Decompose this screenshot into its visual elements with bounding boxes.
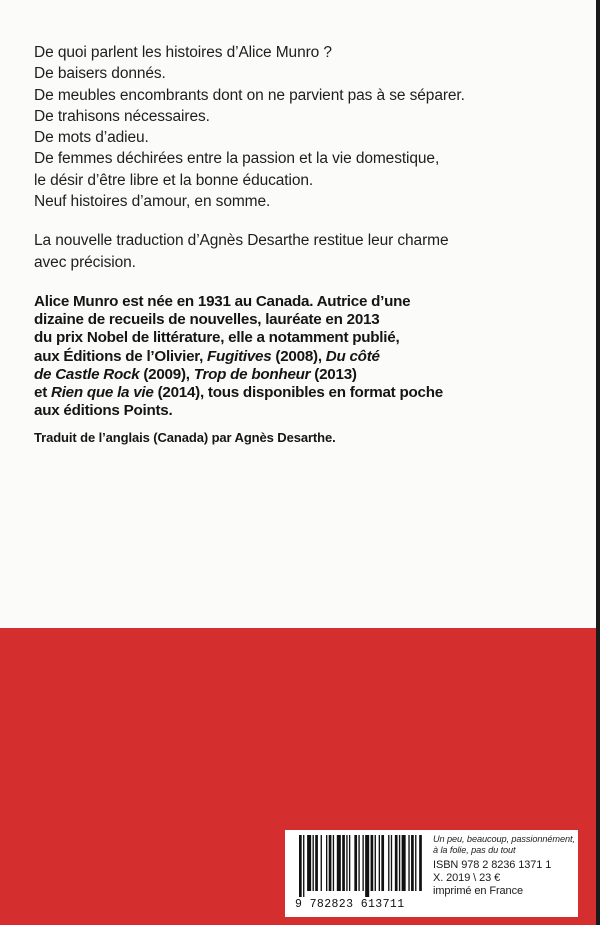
barcode-bar — [365, 835, 369, 897]
bio-line — [34, 348, 574, 366]
barcode-bar — [333, 835, 334, 891]
book-title-castle-rock: de Castle Rock — [34, 365, 140, 383]
barcode-bar — [354, 835, 357, 891]
barcode-bar — [388, 835, 389, 891]
barcode-bar — [419, 835, 422, 891]
book-title-fugitives: Fugitives — [207, 347, 272, 365]
red-band — [0, 628, 596, 925]
barcode-bar — [375, 835, 376, 891]
bio-line: dizaine de recueils de nouvelles, lauréate en 2013 — [34, 311, 380, 329]
book-title-trop-de-bonheur: Trop de bonheur — [193, 365, 311, 383]
barcode-bar — [379, 835, 380, 891]
barcode-bar — [337, 835, 341, 891]
cover-edge — [596, 0, 600, 925]
bio-line: Alice Munro est née en 1931 au Canada. Autrice d’une — [34, 292, 411, 310]
bio-line: aux éditions Points. — [34, 402, 173, 420]
barcode-bar — [391, 835, 392, 891]
barcode-bar — [402, 835, 406, 891]
barcode-panel — [285, 830, 578, 917]
blurb-line: le désir d’être libre et la bonne éducation. — [34, 171, 314, 189]
author-bio — [34, 293, 574, 420]
barcode-bar — [313, 835, 314, 891]
barcode-bar — [326, 835, 327, 891]
barcode-digits: 9 782823 613711 — [295, 898, 405, 911]
bio-line: du prix Nobel de littérature, elle a notamment publié, — [34, 329, 400, 347]
blurb — [34, 42, 574, 212]
barcode-bar — [307, 835, 311, 891]
barcode-bar — [371, 835, 374, 891]
bio-line — [34, 384, 574, 402]
barcode-bar — [299, 835, 302, 897]
barcode-bar — [315, 835, 318, 891]
barcode-bar — [362, 835, 363, 891]
barcode-bar — [408, 835, 409, 891]
barcode-bar — [321, 835, 322, 891]
barcode-bar — [411, 835, 414, 891]
blurb-line: De meubles encombrants dont on ne parvient pas à se séparer. — [34, 86, 465, 104]
bio-text: aux Éditions de l’Olivier, — [34, 347, 208, 365]
blurb-line: De baisers donnés. — [34, 65, 166, 83]
translation-note — [34, 230, 574, 273]
printed-in: imprimé en France — [433, 885, 523, 897]
blurb-line: De quoi parlent les histoires d’Alice Munro ? — [34, 44, 332, 61]
barcode-bar — [358, 835, 359, 891]
blurb-line: Neuf histoires d’amour, en somme. — [34, 193, 271, 211]
book-title-rien-que-la-vie: Rien que la vie — [50, 383, 154, 401]
bio-text: (2008), — [271, 347, 326, 365]
barcode-bar — [329, 835, 332, 891]
blurb-line: De mots d’adieu. — [34, 129, 149, 147]
bio-line — [34, 366, 574, 384]
edition-price: X. 2019 \ 23 € — [433, 872, 501, 884]
bio-text: (2009), — [139, 365, 194, 383]
translation-line: avec précision. — [34, 253, 136, 271]
barcode-bar — [349, 835, 350, 891]
barcode-bar — [346, 835, 347, 891]
isbn: ISBN 978 2 8236 1371 1 — [433, 859, 552, 871]
bio-text: (2013) — [310, 365, 357, 383]
barcode-bar — [399, 835, 400, 891]
barcode-bar — [303, 835, 304, 897]
barcode-bar — [395, 835, 398, 891]
cover-text — [34, 42, 574, 446]
blurb-line: De femmes déchirées entre la passion et la vie domestique, — [34, 150, 440, 168]
publisher-info — [433, 834, 575, 898]
translation-line: La nouvelle traduction d’Agnès Desarthe restitue leur charme — [34, 232, 449, 250]
blurb-line: De trahisons nécessaires. — [34, 107, 210, 125]
series-tagline: Un peu, beaucoup, passionnément, à la folie, pas du tout — [433, 834, 575, 855]
barcode — [295, 835, 425, 911]
barcode-bar — [381, 835, 384, 891]
barcode-bar — [342, 835, 345, 891]
bio-text: et — [34, 383, 51, 401]
barcode-bar — [415, 835, 416, 891]
bio-text: (2014), tous disponibles en format poche — [153, 383, 443, 401]
translator-credit: Traduit de l’anglais (Canada) par Agnès Desarthe. — [34, 430, 336, 446]
book-title-du-cote: Du côté — [325, 347, 380, 365]
barcode-bars — [295, 835, 425, 897]
